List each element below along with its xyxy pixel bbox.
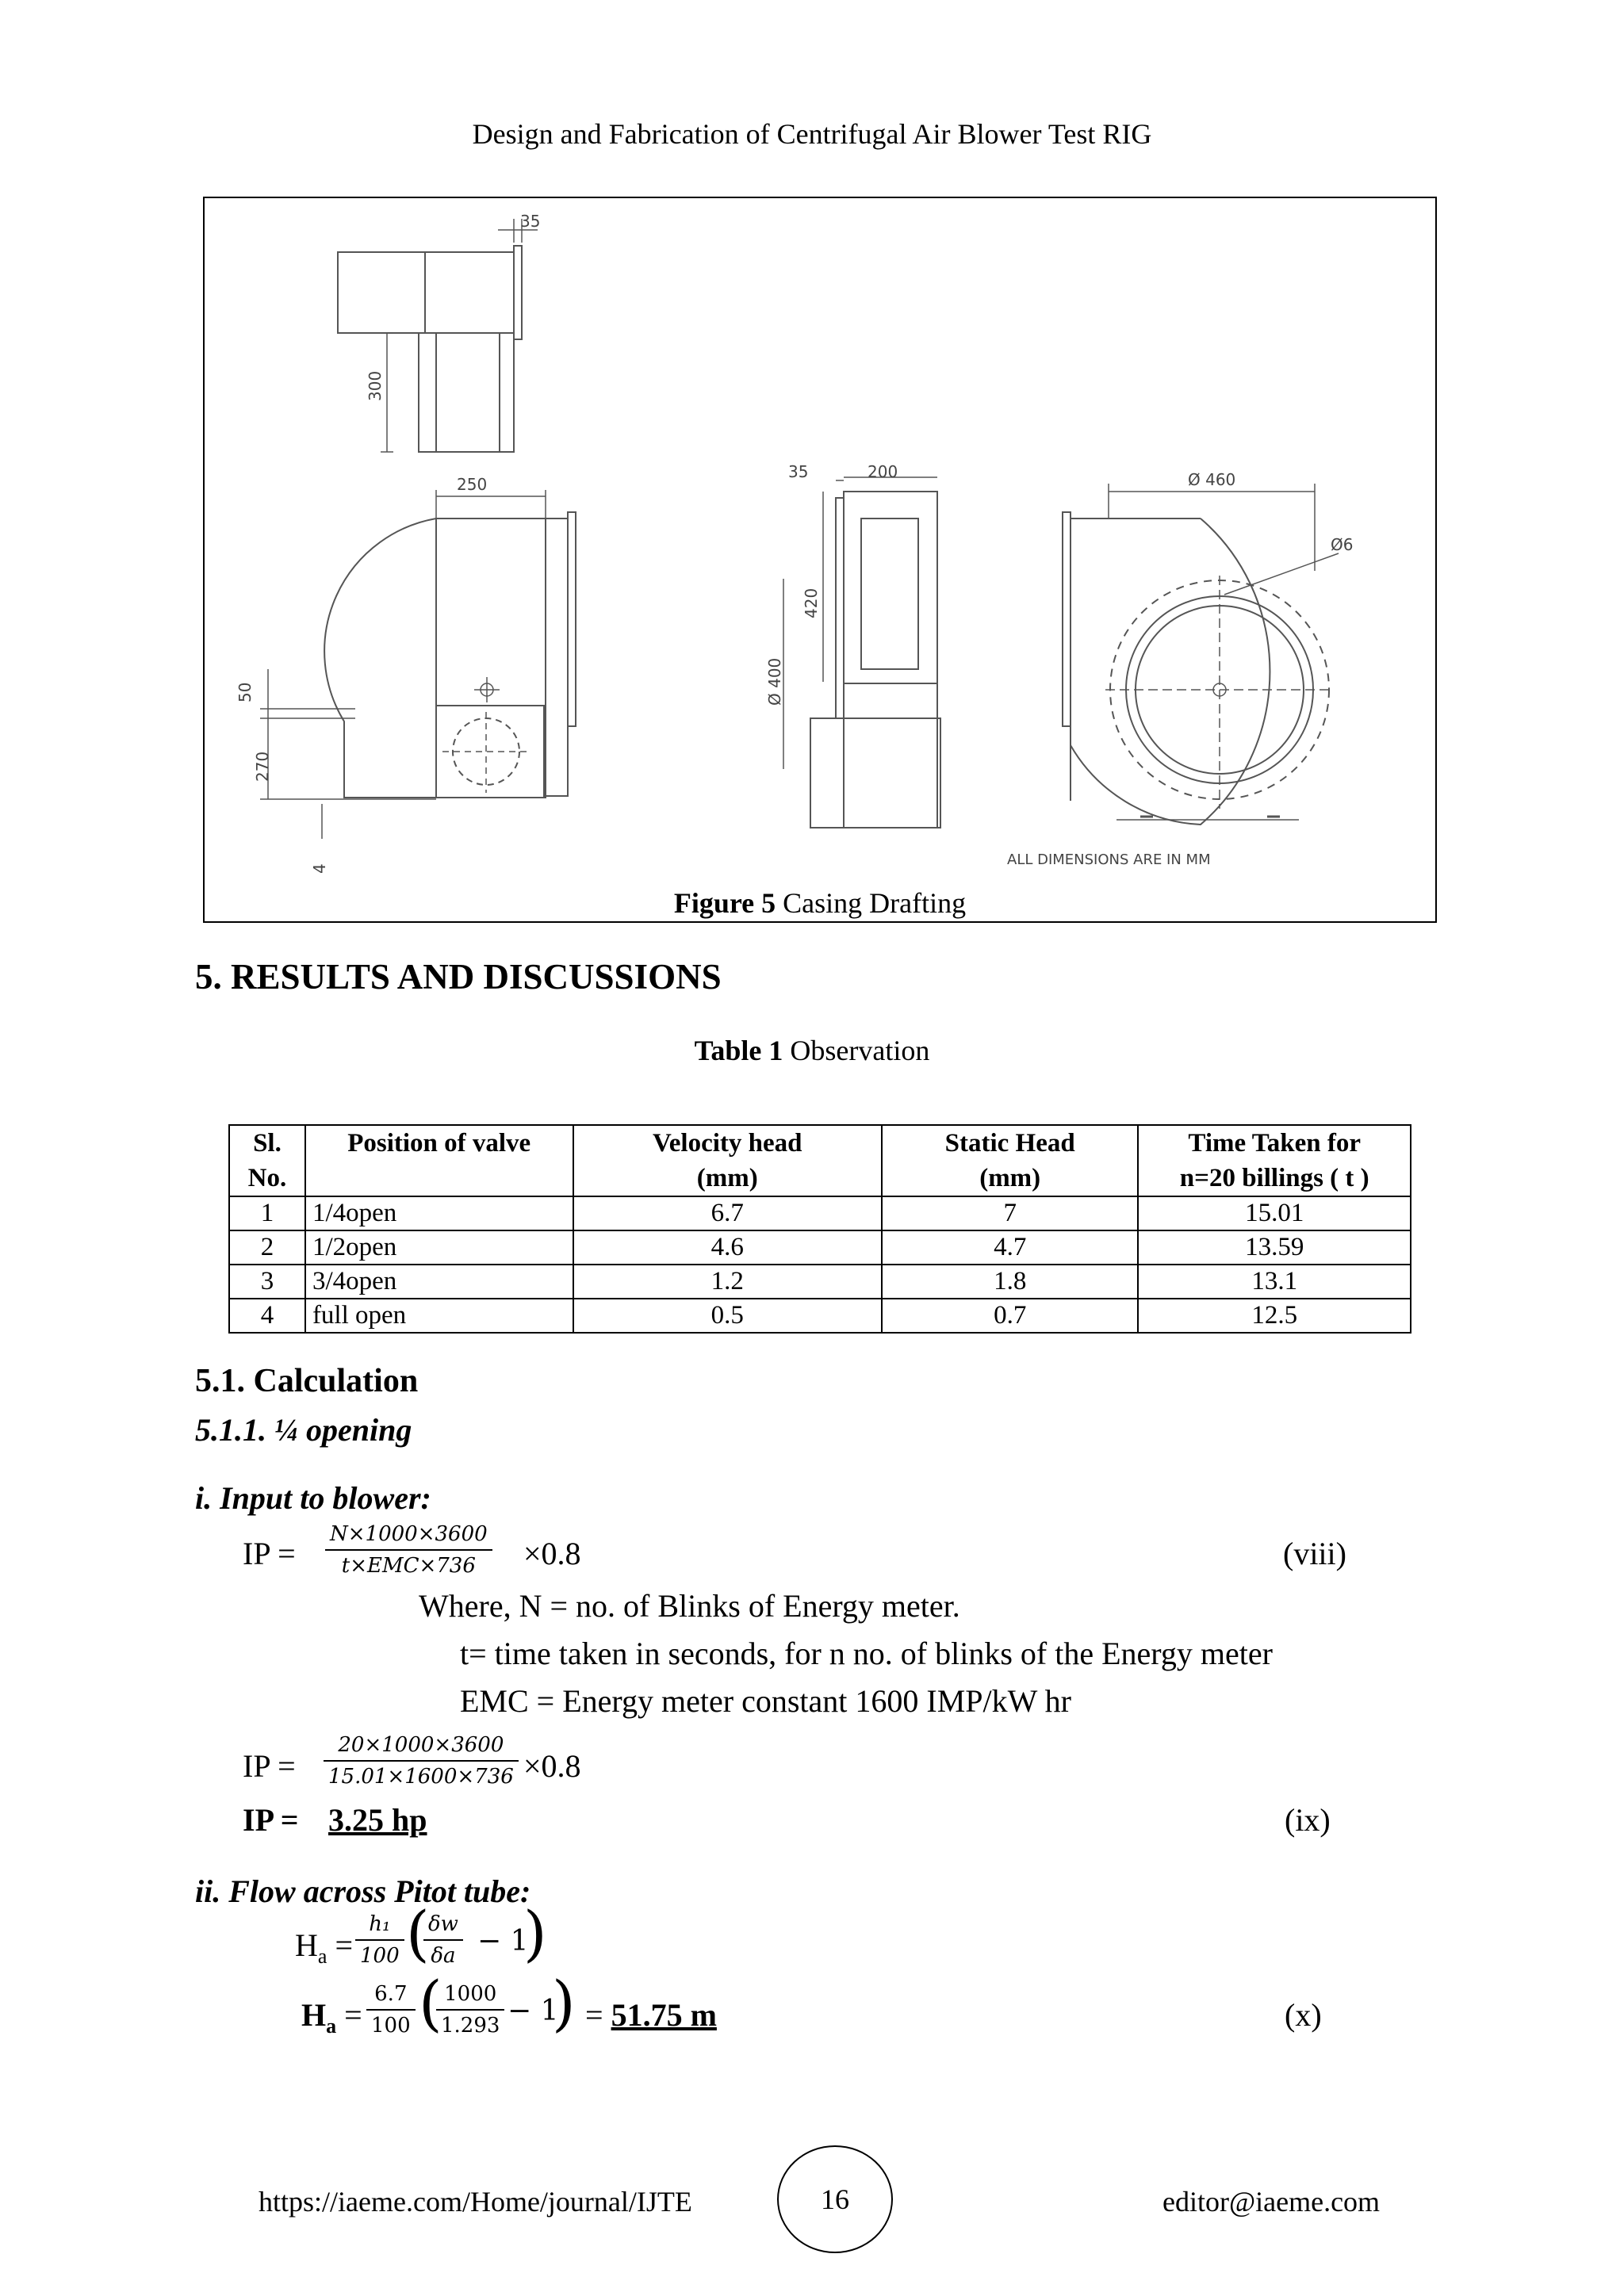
dim-460: Ø 460 (1188, 470, 1236, 489)
dimensions-note: ALL DIMENSIONS ARE IN MM (1007, 851, 1211, 868)
header-position: Position of valve (305, 1125, 573, 1196)
table-header-row (229, 1125, 1411, 1196)
ip-fraction-numeric (324, 1733, 519, 1789)
ip-frac2-den: 15.01×1600×736 (324, 1760, 519, 1789)
cell-sl: 3 (229, 1265, 305, 1299)
cell-velocity: 1.2 (573, 1265, 882, 1299)
ha-numeric-label: $H_a$ = (301, 1997, 362, 2038)
cell-velocity: 6.7 (573, 1196, 882, 1230)
ha-frac-3: $\frac{6.7}{100}$ (366, 1982, 416, 2038)
cell-sl: 1 (229, 1196, 305, 1230)
ha-result: = 51.75 m (585, 1997, 717, 2033)
paren-close: ) (523, 1898, 547, 1969)
cell-velocity: 0.5 (573, 1299, 882, 1333)
dim-420: 420 (802, 587, 821, 618)
calc-heading: 5.1. Calculation (195, 1363, 419, 1399)
ip-result-value: 3.25 hp (328, 1802, 427, 1838)
dim-50: 50 (236, 682, 255, 702)
dim-400: Ø 400 (765, 657, 784, 706)
eq-number-x: (x) (1285, 1997, 1322, 2033)
eq-number-viii: (viii) (1283, 1536, 1346, 1571)
dim-250: 250 (457, 475, 488, 494)
cell-static: 7 (882, 1196, 1139, 1230)
cell-position: 1/4open (305, 1196, 573, 1230)
ha-frac-1: $\frac{\text{h₁}}{100}$ (355, 1912, 404, 1968)
where-line-1: Where, N = no. of Blinks of Energy meter. (419, 1588, 960, 1624)
ip-multiplier: ×0.8 (523, 1536, 581, 1571)
header-sl: Sl. No. (229, 1125, 305, 1196)
section-title: 5. RESULTS AND DISCUSSIONS (195, 957, 722, 997)
ha-frac-2: $\frac{\delta w}{\delta a}$ (423, 1912, 463, 1968)
paren-open: ( (406, 1898, 430, 1969)
observation-table (228, 1124, 1411, 1334)
ip-multiplier-2: ×0.8 (523, 1748, 581, 1784)
flow-heading: ii. Flow across Pitot tube: (195, 1873, 531, 1909)
ip-fraction (325, 1522, 492, 1578)
volute-view (1063, 484, 1339, 825)
dim-270: 270 (253, 751, 272, 782)
cell-time: 13.59 (1138, 1230, 1411, 1265)
top-view (338, 219, 538, 452)
casing-drawing (205, 198, 1435, 921)
figure-caption-label: Figure 5 (673, 887, 776, 919)
cell-sl: 2 (229, 1230, 305, 1265)
header-time: Time Taken for n=20 billings ( t ) (1138, 1125, 1411, 1196)
table-row (229, 1230, 1411, 1265)
table-row (229, 1265, 1411, 1299)
front-view (260, 490, 576, 839)
side-view (783, 477, 940, 828)
cell-position: full open (305, 1299, 573, 1333)
ha-paren-group-2: ( $\frac{1000}{1.293}$ − 1 ) (419, 1968, 576, 2038)
footer-url[interactable]: https://iaeme.com/Home/journal/IJTE (259, 2186, 692, 2218)
table-row (229, 1299, 1411, 1333)
page-number: 16 (777, 2145, 893, 2253)
ha-formula-label: $H_a$ = (295, 1927, 353, 1968)
figure-casing-drafting (203, 197, 1437, 923)
ip-frac-num: N×1000×3600 (330, 1522, 488, 1546)
table-caption (0, 1034, 1624, 1067)
figure-caption (205, 886, 1435, 920)
dim-4: 4 (310, 863, 329, 874)
figure-caption-text: Casing Drafting (783, 887, 967, 919)
input-heading: i. Input to blower: (195, 1480, 431, 1516)
ip-frac-den: t×EMC×736 (325, 1549, 492, 1578)
dim-200: 200 (868, 462, 898, 481)
ha-frac-4: $\frac{1000}{1.293}$ (436, 1982, 504, 2038)
dim-35-top: 35 (520, 212, 541, 231)
table-row (229, 1196, 1411, 1230)
header-static: Static Head (mm) (882, 1125, 1139, 1196)
ip-result-label: IP = (243, 1802, 299, 1838)
ip-frac2-num: 20×1000×3600 (338, 1733, 504, 1757)
cell-time: 13.1 (1138, 1265, 1411, 1299)
cell-static: 1.8 (882, 1265, 1139, 1299)
cell-time: 12.5 (1138, 1299, 1411, 1333)
cell-time: 15.01 (1138, 1196, 1411, 1230)
ha-paren-group: ( $\frac{\delta w}{\delta a}$ − 1 ) (406, 1898, 547, 1969)
ip-label: IP = (243, 1536, 296, 1571)
cell-sl: 4 (229, 1299, 305, 1333)
cell-static: 0.7 (882, 1299, 1139, 1333)
dim-6: Ø6 (1331, 535, 1354, 554)
cell-position: 3/4open (305, 1265, 573, 1299)
ip-label-2: IP = (243, 1748, 296, 1784)
footer-email[interactable]: editor@iaeme.com (1162, 2186, 1381, 2218)
where-line-3: EMC = Energy meter constant 1600 IMP/kW hr (460, 1683, 1071, 1719)
where-line-2: t= time taken in seconds, for n no. of blinks of the Energy meter (460, 1636, 1273, 1671)
dim-300: 300 (366, 370, 385, 401)
calc-subheading: 5.1.1. ¼ opening (195, 1412, 412, 1448)
running-header: Design and Fabrication of Centrifugal Air Blower Test RIG (472, 118, 1152, 150)
cell-position: 1/2open (305, 1230, 573, 1265)
table-caption-label: Table 1 (694, 1035, 783, 1066)
cell-static: 4.7 (882, 1230, 1139, 1265)
eq-number-ix: (ix) (1285, 1802, 1331, 1838)
dim-35-mid: 35 (788, 462, 809, 481)
table-caption-text: Observation (790, 1035, 930, 1066)
cell-velocity: 4.6 (573, 1230, 882, 1265)
header-velocity: Velocity head (mm) (573, 1125, 882, 1196)
